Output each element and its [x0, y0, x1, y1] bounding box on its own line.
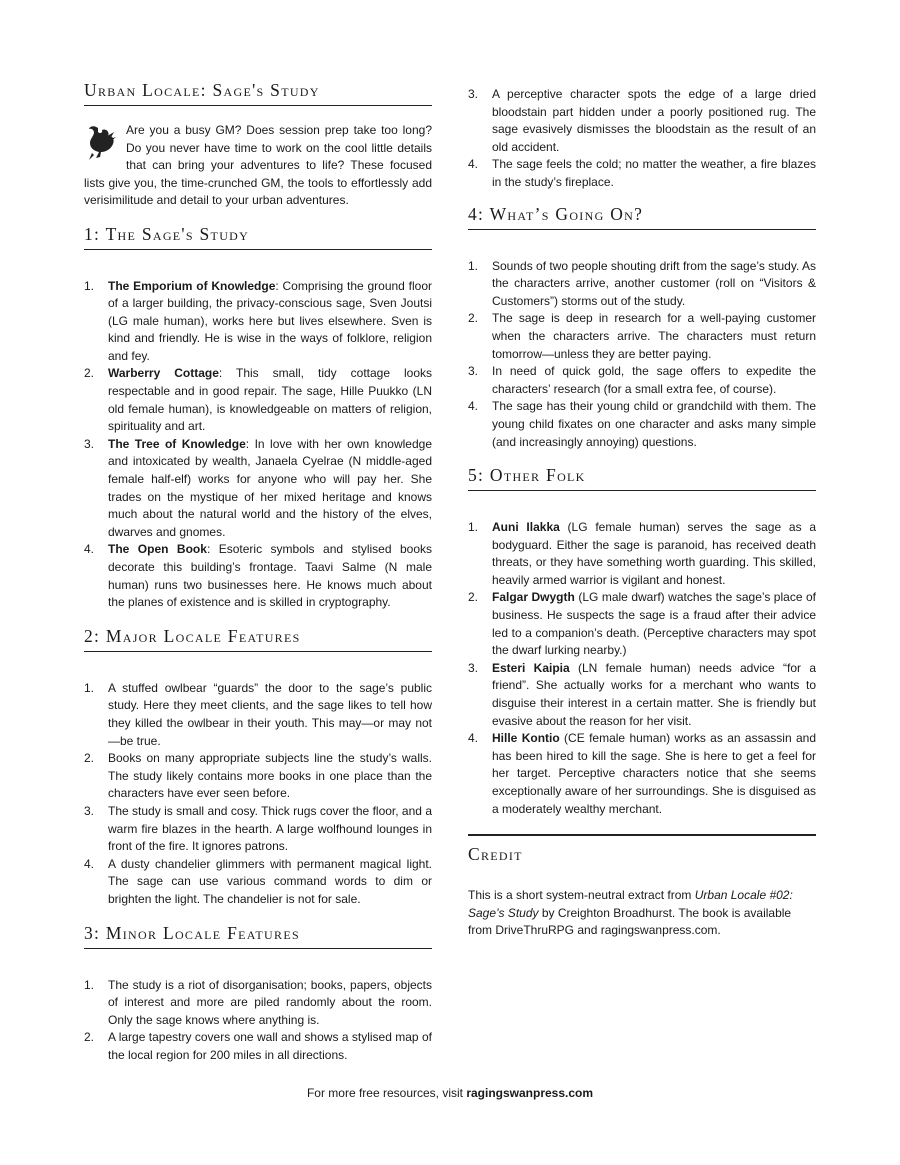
list-item: 3. The study is small and cosy. Thick rugs cover the floor, and a warm fire blazes in the hearth. A large wolfhound lounges in front of the fire. It ignores patrons. — [84, 803, 432, 854]
list-item: 3. The Tree of Knowledge: In love with her own knowledge and intoxicated by wealth, Janaela Cyelrae (N middle-aged female half-elf) works for anyone who will pay her. She trades on the mystique of her mixed heritage and knows much about the natural world and the history of the elves, dwarves and gnomes. — [84, 436, 432, 539]
list-item: 3. In need of quick gold, the sage offers to expedite the characters’ research (for a small extra fee, of course). — [468, 364, 816, 396]
section-heading-whats-going-on: 4: What’s Going On? — [468, 204, 816, 230]
section-heading-credit: Credit — [468, 834, 816, 869]
list-item: 1. Sounds of two people shouting drift from the sage’s study. As the characters arrive, another customer (roll on “Visitors & Customers”) storms out of the study. — [468, 258, 816, 308]
list-other-folk — [468, 519, 816, 818]
list-item: 4. The sage has their young child or grandchild with them. The young child fixates on one character and asks many simple (and increasingly annoying) questions. — [468, 399, 816, 449]
credit-text: This is a short system-neutral extract from Urban Locale #02: Sage’s Study by Creighton Broadhurst. The book is available from DriveThruRPG and ragingswanpress.com. — [468, 888, 793, 938]
list-item: 2. Books on many appropriate subjects line the study’s walls. The study likely contains more books in one place than the characters have ever seen before. — [84, 751, 432, 801]
intro-block — [84, 122, 432, 210]
list-item: 4. The Open Book: Esoteric symbols and stylised books decorate this building’s frontage. Taavi Salme (N male human) runs two businesses here. He knows much about the planes of existence and is skilled in cryptography. — [84, 542, 433, 610]
list-item: 1. The Emporium of Knowledge: Comprising the ground floor of a larger building, the privacy-conscious sage, Sven Joutsi (LG male human), works here but lives elsewhere. Sven is kind and friendly. He is wise in the ways of folklore, religion and fey. — [84, 278, 432, 363]
list-item: 3. A perceptive character spots the edge of a large dried bloodstain part hidden under a poorly positioned rug. The sage evasively dismisses the bloodstain as the result of an old accident. — [468, 87, 816, 154]
list-major-features — [84, 680, 432, 909]
section-heading-other-folk: 5: Other Folk — [468, 465, 816, 491]
list-item: 2. Falgar Dwygth (LG male dwarf) watches the sage’s place of business. He suspects the sage is a fraud after their advice led to a companion’s death. (Perceptive characters may spot the dwarf lurking nearby.) — [468, 590, 816, 658]
list-item: 3. Esteri Kaipia (LN female human) needs advice “for a friend”. She actually works for a merchant who wants to disguise their interest in a certain matter. She is friendly but evasive about the reason for her visit. — [468, 660, 816, 728]
list-minor-features-left — [84, 977, 432, 1065]
list-item: 2. The sage is deep in research for a well-paying customer when the characters arrive. The characters must return tomorrow—unless they are better paying. — [468, 311, 816, 361]
right-column — [468, 86, 816, 940]
list-item: 1. Auni Ilakka (LG female human) serves the sage as a bodyguard. Either the sage is paranoid, has received death threats, or they have something worth guarding. This skilled, heavily armed warrior is vigilant and honest. — [468, 520, 817, 587]
list-item: 4. Hille Kontio (CE female human) works as an assassin and has been hired to kill the sage. She is here to get a feel for her target. Perceptive characters notice that she seems exceptionally aware of her surroundings. She is disguised as a moderately wealthy merchant. — [468, 731, 816, 816]
list-minor-features-right — [468, 86, 816, 192]
list-sages-study — [84, 278, 432, 612]
list-item: 4. A dusty chandelier glimmers with permanent magical light. The sage can use various command words to dim or brighten the light. The chandelier is not for sale. — [84, 856, 432, 906]
page-footer: For more free resources, visit ragingswanpress.com — [306, 1086, 594, 1100]
section-heading-major-features: 2: Major Locale Features — [84, 626, 432, 652]
swan-logo-icon — [84, 124, 118, 162]
left-column — [84, 80, 432, 1064]
page-title: Urban Locale: Sage's Study — [84, 80, 432, 106]
list-whats-going-on — [468, 258, 816, 452]
section-heading-minor-features: 3: Minor Locale Features — [84, 923, 432, 949]
intro-text: Are you a busy GM? Does session prep take too long? Do you never have time to work on the cool little details that can bring your adventures to life? These focused lists give you, the time-crunched GM, the tools to effortlessly add verisimilitude and detail to your urban adventures. — [84, 123, 432, 207]
section-heading-sages-study: 1: The Sage's Study — [84, 224, 432, 250]
list-item: 2. Warberry Cottage: This small, tidy cottage looks respectable and in good repair. The sage, Hille Puukko (LN old female human), is knowledgeable on matters of religion, spirituality and art. — [84, 366, 433, 434]
list-item: 1. A stuffed owlbear “guards” the door to the sage’s public study. Here they meet clients, and the sage likes to tell how they killed the owlbear in their youth. This may—or may not—be true. — [84, 680, 432, 748]
list-item: 2. A large tapestry covers one wall and shows a stylised map of the local region for 200 miles in all directions. — [84, 1030, 432, 1062]
list-item: 1. The study is a riot of disorganisation; books, papers, objects of interest and more are piled randomly about the room. Only the sage knows where anything is. — [84, 977, 432, 1027]
credit-book-title: Urban Locale #02: Sage’s Study — [468, 888, 793, 920]
list-item: 4. The sage feels the cold; no matter the weather, a fire blazes in the study’s fireplace. — [468, 157, 816, 189]
footer-link[interactable]: ragingswanpress.com — [466, 1086, 594, 1100]
